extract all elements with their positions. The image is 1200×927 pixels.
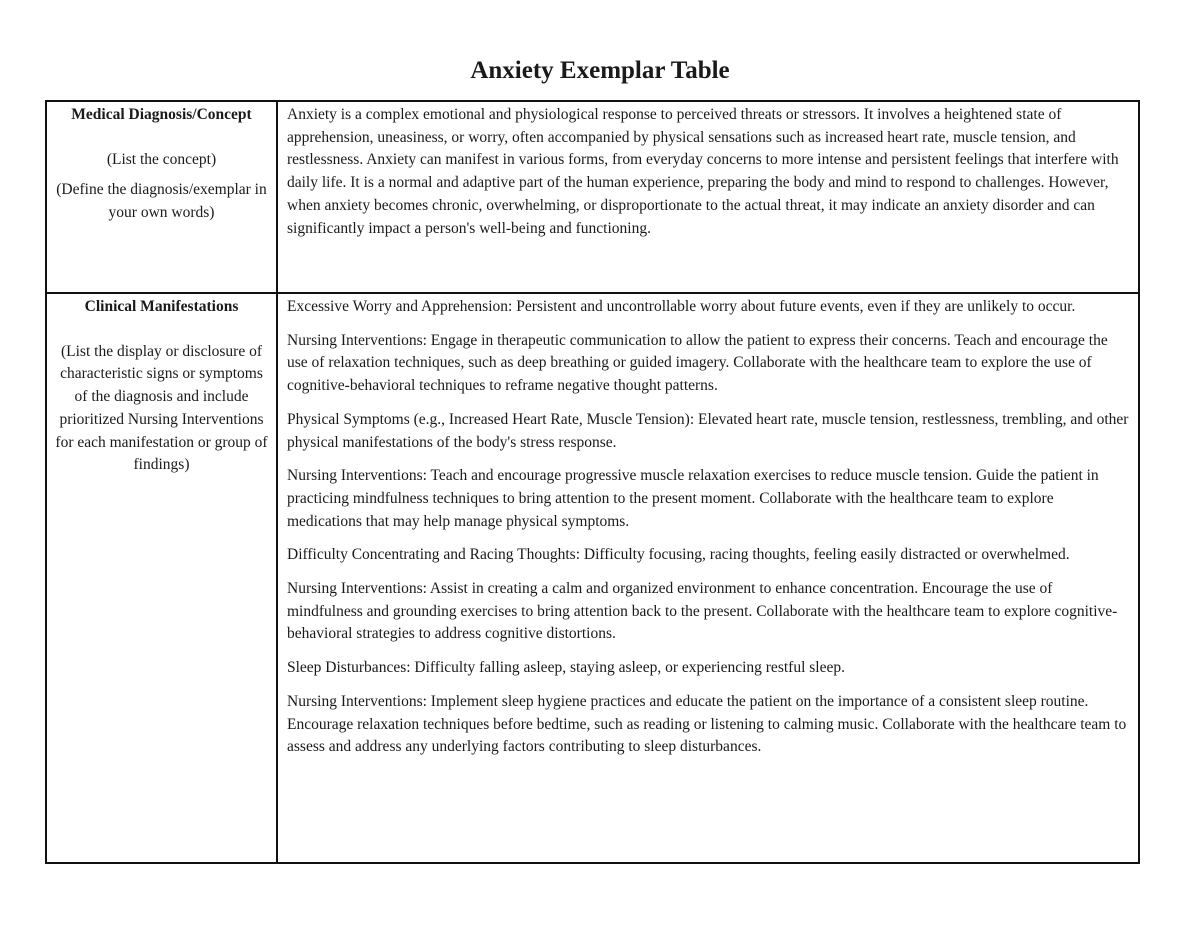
- manifestations-content-cell: [277, 293, 1139, 863]
- exemplar-table: [45, 100, 1140, 864]
- diagnosis-label-cell: [46, 101, 277, 293]
- manifestation-physical: Physical Symptoms (e.g., Increased Heart Rate, Muscle Tension): Elevated heart rate, muscle tension, restlessness, trembling, and other physical manifestations of the body's stress response.: [287, 410, 1129, 451]
- diagnosis-hint-concept: (List the concept): [106, 150, 217, 168]
- intervention-worry: Nursing Interventions: Engage in therapeutic communication to allow the patient to express their concerns. Teach and encourage the use of relaxation techniques, such as deep breathing or guided imagery. Collaborate with the healthcare team to explore the use of cognitive-behavioral techniques to reframe negative thought patterns.: [287, 331, 1108, 395]
- diagnosis-hint-define: (Define the diagnosis/exemplar in your own words): [56, 181, 267, 222]
- manifestations-label: Clinical Manifestations: [84, 298, 239, 315]
- table-row-manifestations: [46, 293, 1139, 863]
- intervention-concentration: Nursing Interventions: Assist in creating a calm and organized environment to enhance concentration. Encourage the use of mindfulness and grounding exercises to bring attention back to the present. Collaborate with the healthcare team to explore cognitive-behavioral strategies to address cognitive distortions.: [287, 580, 1118, 643]
- manifestation-concentration: Difficulty Concentrating and Racing Thoughts: Difficulty focusing, racing thoughts, feeling easily distracted or overwhelmed.: [287, 546, 1070, 564]
- manifestations-hint: (List the display or disclosure of characteristic signs or symptoms of the diagnosis and include prioritized Nursing Interventions for each manifestation or group of findings): [55, 342, 268, 474]
- manifestation-worry: Excessive Worry and Apprehension: Persistent and uncontrollable worry about future events, even if they are unlikely to occur.: [287, 298, 1076, 315]
- table-row-diagnosis: [46, 101, 1139, 293]
- intervention-physical: Nursing Interventions: Teach and encourage progressive muscle relaxation exercises to reduce muscle tension. Guide the patient in practicing mindfulness techniques to bring attention to the present moment. Collaborate with the healthcare team to explore medications that may help manage physical symptoms.: [287, 467, 1099, 530]
- intervention-sleep: Nursing Interventions: Implement sleep hygiene practices and educate the patient on the importance of a consistent sleep routine. Encourage relaxation techniques before bedtime, such as reading or listening to calming music. Collaborate with the healthcare team to assess and address any underlying factors contributing to sleep disturbances.: [287, 692, 1127, 756]
- manifestation-sleep: Sleep Disturbances: Difficulty falling asleep, staying asleep, or experiencing restful sleep.: [287, 659, 845, 677]
- diagnosis-definition: Anxiety is a complex emotional and physiological response to perceived threats or stressors. It involves a heightened state of apprehension, uneasiness, or worry, often accompanied by physical sensations such as increased heart rate, muscle tension, and restlessness. Anxiety can manifest in various forms, from everyday concerns to more intense and persistent feelings that interfere with daily life. It is a normal and adaptive part of the human experience, preparing the body and mind to respond to challenges. However, when anxiety becomes chronic, overwhelming, or disproportionate to the actual threat, it may indicate an anxiety disorder and can significantly impact a person's well-being and functioning.: [287, 106, 1119, 237]
- manifestations-label-cell: [46, 293, 277, 863]
- page-title: Anxiety Exemplar Table: [470, 57, 730, 84]
- diagnosis-label: Medical Diagnosis/Concept: [71, 106, 252, 123]
- diagnosis-content-cell: [277, 101, 1139, 293]
